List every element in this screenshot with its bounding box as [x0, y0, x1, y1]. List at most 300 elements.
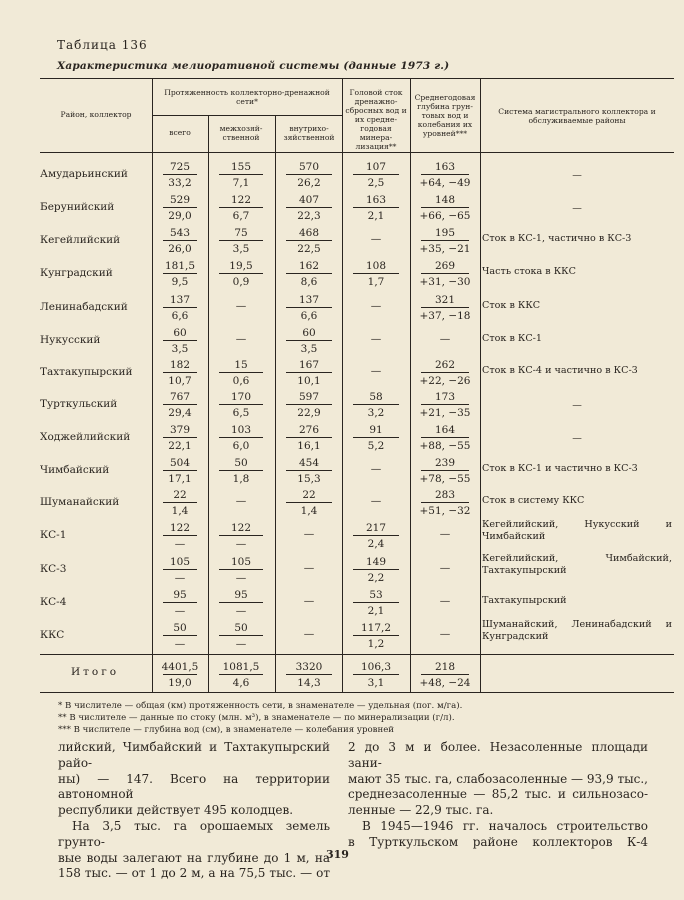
- denominator: —: [235, 638, 247, 650]
- fraction-bar: [219, 635, 263, 636]
- fraction-bar: [353, 674, 399, 675]
- fraction-cell: [154, 227, 206, 255]
- fraction-cell: [210, 424, 272, 452]
- system-cell: Сток в КС-1: [482, 333, 543, 344]
- dash-cell: —: [370, 333, 382, 345]
- numerator: 50: [173, 622, 187, 634]
- fraction-bar: [219, 240, 263, 241]
- col-divider: [480, 78, 481, 692]
- denominator: 29,4: [168, 407, 192, 419]
- denominator: +35, −21: [419, 243, 471, 255]
- numerator: 105: [230, 556, 252, 568]
- row-name: Ходжейлийский: [40, 431, 131, 443]
- dash-cell: —: [303, 562, 315, 574]
- numerator: 108: [365, 260, 387, 272]
- text-line: В 1945—1946 гг. началось строительство: [362, 818, 648, 833]
- dash-cell: —: [439, 333, 451, 345]
- denominator: 26,0: [168, 243, 192, 255]
- text-line: 158 тыс. — от 1 до 2 м, а на 75,5 тыс. — от: [58, 866, 330, 881]
- fraction-cell: [344, 622, 408, 650]
- denominator: —: [235, 572, 247, 584]
- system-cell: —: [572, 433, 582, 444]
- header-total: всего: [169, 128, 191, 137]
- fraction-cell: [210, 194, 272, 222]
- row-name: Ленинабадский: [40, 301, 128, 313]
- fraction-bar: [353, 635, 399, 636]
- denominator: 9,5: [171, 276, 189, 288]
- denominator: 0,9: [232, 276, 250, 288]
- denominator: —: [174, 538, 186, 550]
- fraction-cell: [154, 194, 206, 222]
- fraction-bar: [219, 207, 263, 208]
- footnote: *** В числителе — глубина вод (см), в знаменателе — колебания уровней: [58, 725, 395, 735]
- col-divider: [410, 78, 411, 692]
- col-divider: [275, 115, 276, 692]
- fraction-cell: [210, 391, 272, 419]
- table-bottom-rule: [40, 692, 674, 693]
- fraction-bar: [286, 470, 332, 471]
- fraction-cell: [344, 161, 408, 189]
- fraction-bar: [286, 404, 332, 405]
- text-line: среднезасоленные — 85,2 тыс. и сильнозасо-: [348, 787, 648, 802]
- fraction-bar: [421, 502, 469, 503]
- denominator: 1,7: [367, 276, 385, 288]
- denominator: 10,7: [168, 375, 192, 387]
- denominator: 6,7: [232, 210, 250, 222]
- system-cell: Сток в КС-1, частично в КС-3: [482, 233, 632, 244]
- numerator: 60: [302, 327, 316, 339]
- denominator: 6,6: [171, 310, 189, 322]
- denominator: 22,3: [297, 210, 321, 222]
- fraction-cell: [210, 661, 272, 689]
- denominator: 5,2: [367, 440, 385, 452]
- fraction-cell: [344, 260, 408, 288]
- fraction-cell: [412, 359, 478, 387]
- row-name: ККС: [40, 629, 65, 641]
- fraction-bar: [219, 174, 263, 175]
- fraction-cell: [277, 457, 341, 485]
- numerator: 269: [434, 260, 456, 272]
- fraction-bar: [286, 674, 332, 675]
- denominator: 3,1: [367, 677, 385, 689]
- row-name: Турткульский: [40, 398, 118, 410]
- numerator: 173: [434, 391, 456, 403]
- fraction-bar: [353, 207, 399, 208]
- fraction-bar: [219, 569, 263, 570]
- dash-cell: —: [370, 300, 382, 312]
- fraction-bar: [219, 470, 263, 471]
- denominator: 1,2: [367, 638, 385, 650]
- fraction-bar: [353, 569, 399, 570]
- numerator: 283: [434, 489, 456, 501]
- denominator: 6,5: [232, 407, 250, 419]
- fraction-cell: [154, 489, 206, 517]
- fraction-bar: [163, 273, 197, 274]
- fraction-bar: [219, 404, 263, 405]
- fraction-cell: [154, 260, 206, 288]
- denominator: —: [235, 605, 247, 617]
- dash-cell: —: [303, 595, 315, 607]
- fraction-cell: [154, 522, 206, 550]
- numerator: 50: [234, 457, 248, 469]
- fraction-bar: [163, 635, 197, 636]
- col-divider: [208, 115, 209, 692]
- fraction-bar: [286, 273, 332, 274]
- fraction-bar: [163, 174, 197, 175]
- numerator: 22: [173, 489, 187, 501]
- fraction-bar: [421, 674, 469, 675]
- denominator: 2,1: [367, 210, 385, 222]
- system-cell: Сток в ККС: [482, 300, 541, 311]
- denominator: +64, −49: [419, 177, 471, 189]
- numerator: 149: [365, 556, 387, 568]
- fraction-bar: [163, 502, 197, 503]
- dash-cell: —: [303, 528, 315, 540]
- fraction-cell: [210, 589, 272, 617]
- fraction-cell: [277, 391, 341, 419]
- system-cell: Сток в систему ККС: [482, 495, 585, 506]
- fraction-cell: [412, 489, 478, 517]
- denominator: 22,5: [297, 243, 321, 255]
- fraction-cell: [210, 622, 272, 650]
- total-row-name: Итого: [70, 666, 120, 678]
- numerator: 725: [169, 161, 191, 173]
- fraction-bar: [286, 307, 332, 308]
- row-name: Шуманайский: [40, 496, 120, 508]
- numerator: 1081,5: [222, 661, 260, 673]
- fraction-bar: [219, 674, 263, 675]
- fraction-cell: [277, 161, 341, 189]
- fraction-bar: [286, 340, 332, 341]
- denominator: 2,5: [367, 177, 385, 189]
- numerator: 75: [234, 227, 248, 239]
- numerator: 170: [230, 391, 252, 403]
- text-line: лийский, Чимбайский и Тахтакупырский райо-: [58, 740, 330, 770]
- text-line: ны) — 147. Всего на территории автономной: [58, 771, 330, 802]
- system-cell: —: [572, 203, 582, 214]
- numerator: 53: [369, 589, 383, 601]
- system-cell: Кегейлийский, Нукусский и Чимбайский: [482, 519, 672, 542]
- fraction-cell: [412, 260, 478, 288]
- header-depth: Среднегодовая глубина грун-товых вод и колебания их уровней***: [414, 93, 476, 138]
- denominator: 33,2: [168, 177, 192, 189]
- numerator: 570: [298, 161, 320, 173]
- denominator: 6,0: [232, 440, 250, 452]
- text-line: в Турткульском районе коллекторов К-4: [348, 834, 648, 849]
- denominator: 16,1: [297, 440, 321, 452]
- denominator: 2,4: [367, 538, 385, 550]
- fraction-cell: [154, 391, 206, 419]
- fraction-cell: [277, 661, 341, 689]
- denominator: 14,3: [297, 677, 321, 689]
- numerator: 182: [169, 359, 191, 371]
- fraction-cell: [412, 227, 478, 255]
- table-total-rule: [40, 654, 674, 655]
- header-interfarm: межхозяй-ственной: [219, 124, 263, 142]
- fraction-bar: [219, 273, 263, 274]
- row-name: Кегейлийский: [40, 234, 121, 246]
- row-name: Тахтакупырский: [40, 366, 133, 378]
- fraction-bar: [163, 404, 197, 405]
- fraction-bar: [421, 437, 469, 438]
- fraction-cell: [210, 227, 272, 255]
- numerator: 58: [369, 391, 383, 403]
- denominator: —: [174, 638, 186, 650]
- fraction-bar: [163, 307, 197, 308]
- denominator: 1,4: [300, 505, 318, 517]
- text-line: республики действует 495 колодцев.: [58, 803, 294, 818]
- fraction-cell: [412, 294, 478, 322]
- numerator: 454: [298, 457, 320, 469]
- dash-cell: —: [235, 300, 247, 312]
- numerator: 122: [230, 522, 252, 534]
- numerator: 195: [434, 227, 456, 239]
- denominator: +48, −24: [419, 677, 471, 689]
- fraction-cell: [154, 359, 206, 387]
- fraction-cell: [154, 457, 206, 485]
- dash-cell: —: [370, 495, 382, 507]
- fraction-bar: [219, 437, 263, 438]
- denominator: 10,1: [297, 375, 321, 387]
- numerator: 162: [298, 260, 320, 272]
- page-number: 319: [326, 848, 349, 861]
- row-name: КС-4: [40, 596, 67, 608]
- numerator: 19,5: [229, 260, 253, 272]
- fraction-cell: [210, 161, 272, 189]
- fraction-cell: [344, 194, 408, 222]
- numerator: 529: [169, 194, 191, 206]
- fraction-cell: [344, 556, 408, 584]
- fraction-cell: [154, 327, 206, 355]
- fraction-bar: [286, 502, 332, 503]
- fraction-bar: [286, 437, 332, 438]
- fraction-cell: [344, 391, 408, 419]
- fraction-bar: [421, 404, 469, 405]
- footnote: ** В числителе — данные по стоку (млн. м³), в знаменателе — по минерализации (г/л).: [58, 713, 455, 723]
- numerator: 105: [169, 556, 191, 568]
- fraction-bar: [163, 437, 197, 438]
- fraction-bar: [353, 602, 399, 603]
- fraction-cell: [412, 424, 478, 452]
- header-runoff: Головой сток дренажно-сбросных вод и их средне-годовая минера-лизация**: [345, 88, 407, 151]
- fraction-bar: [353, 437, 399, 438]
- fraction-cell: [277, 260, 341, 288]
- fraction-bar: [163, 602, 197, 603]
- numerator: 321: [434, 294, 456, 306]
- system-cell: Часть стока в ККС: [482, 266, 576, 277]
- numerator: 543: [169, 227, 191, 239]
- fraction-bar: [353, 174, 399, 175]
- denominator: +31, −30: [419, 276, 471, 288]
- fraction-cell: [277, 327, 341, 355]
- denominator: +51, −32: [419, 505, 471, 517]
- row-name: Амударьинский: [40, 168, 128, 180]
- numerator: 60: [173, 327, 187, 339]
- dash-cell: —: [439, 562, 451, 574]
- dash-cell: —: [303, 628, 315, 640]
- fraction-bar: [163, 207, 197, 208]
- numerator: 15: [234, 359, 248, 371]
- denominator: 29,0: [168, 210, 192, 222]
- denominator: 4,6: [232, 677, 250, 689]
- fraction-cell: [210, 556, 272, 584]
- numerator: 95: [173, 589, 187, 601]
- numerator: 218: [434, 661, 456, 673]
- denominator: 1,8: [232, 473, 250, 485]
- header-system: Система магистрального коллектора и обслуживаемые районы: [498, 107, 656, 125]
- numerator: 379: [169, 424, 191, 436]
- header-length-group: Протяженность коллекторно-дренажной сети*: [164, 88, 330, 106]
- fraction-bar: [421, 470, 469, 471]
- text-column-left: [58, 740, 330, 882]
- fraction-cell: [277, 194, 341, 222]
- fraction-bar: [421, 240, 469, 241]
- numerator: 4401,5: [161, 661, 199, 673]
- text-line: ленные — 22,9 тыс. га.: [348, 803, 494, 818]
- fraction-bar: [421, 273, 469, 274]
- fraction-cell: [154, 161, 206, 189]
- numerator: 148: [434, 194, 456, 206]
- fraction-bar: [421, 372, 469, 373]
- numerator: 107: [365, 161, 387, 173]
- numerator: 117,2: [360, 622, 392, 634]
- dash-cell: —: [235, 333, 247, 345]
- fraction-cell: [344, 424, 408, 452]
- denominator: +37, −18: [419, 310, 471, 322]
- denominator: 17,1: [168, 473, 192, 485]
- system-cell: Кегейлийский, Чимбайский, Тахтакупырский: [482, 553, 672, 576]
- system-cell: Сток в КС-4 и частично в КС-3: [482, 365, 638, 376]
- numerator: 103: [230, 424, 252, 436]
- numerator: 407: [298, 194, 320, 206]
- numerator: 239: [434, 457, 456, 469]
- text-line: На 3,5 тыс. га орошаемых земель грунто-: [58, 818, 330, 849]
- system-cell: Шуманайский, Ленинабадский и Кунградский: [482, 619, 672, 642]
- numerator: 164: [434, 424, 456, 436]
- dash-cell: —: [439, 628, 451, 640]
- denominator: —: [174, 605, 186, 617]
- fraction-bar: [163, 372, 197, 373]
- text-line: вые воды залегают на глубине до 1 м, на: [58, 850, 330, 865]
- numerator: 122: [230, 194, 252, 206]
- denominator: 26,2: [297, 177, 321, 189]
- fraction-cell: [412, 194, 478, 222]
- row-name: Нукусский: [40, 334, 101, 346]
- fraction-bar: [163, 569, 197, 570]
- denominator: +88, −55: [419, 440, 471, 452]
- denominator: +21, −35: [419, 407, 471, 419]
- denominator: 0,6: [232, 375, 250, 387]
- text-column-right: [348, 740, 648, 851]
- fraction-cell: [412, 457, 478, 485]
- fraction-bar: [286, 240, 332, 241]
- denominator: 3,5: [232, 243, 250, 255]
- fraction-bar: [163, 240, 197, 241]
- denominator: 2,1: [367, 605, 385, 617]
- fraction-cell: [154, 622, 206, 650]
- denominator: 22,9: [297, 407, 321, 419]
- fraction-cell: [344, 589, 408, 617]
- fraction-cell: [412, 391, 478, 419]
- fraction-cell: [210, 522, 272, 550]
- numerator: 122: [169, 522, 191, 534]
- dash-cell: —: [370, 365, 382, 377]
- fraction-bar: [163, 535, 197, 536]
- header-onfarm: внутрихо-зяйственной: [283, 124, 335, 142]
- dash-cell: —: [370, 233, 382, 245]
- fraction-cell: [154, 424, 206, 452]
- denominator: 3,5: [171, 343, 189, 355]
- numerator: 217: [365, 522, 387, 534]
- system-cell: Сток в КС-1 и частично в КС-3: [482, 463, 638, 474]
- fraction-cell: [344, 661, 408, 689]
- table-number: Таблица 136: [57, 38, 148, 52]
- fraction-cell: [277, 424, 341, 452]
- denominator: 2,2: [367, 572, 385, 584]
- fraction-bar: [421, 174, 469, 175]
- text-line: мают 35 тыс. га, слабозасоленные — 93,9 тыс.,: [348, 771, 648, 786]
- numerator: 504: [169, 457, 191, 469]
- denominator: 22,1: [168, 440, 192, 452]
- footnote: * В числителе — общая (км) протяженность сети, в знаменателе — удельная (пог. м/га).: [58, 701, 463, 711]
- fraction-cell: [210, 457, 272, 485]
- fraction-cell: [277, 359, 341, 387]
- fraction-bar: [219, 372, 263, 373]
- length-subheader-rule: [152, 115, 342, 116]
- fraction-bar: [353, 535, 399, 536]
- fraction-bar: [353, 273, 399, 274]
- numerator: 106,3: [360, 661, 392, 673]
- numerator: 597: [298, 391, 320, 403]
- denominator: +22, −26: [419, 375, 471, 387]
- denominator: —: [174, 572, 186, 584]
- fraction-bar: [163, 674, 197, 675]
- row-name: КС-3: [40, 563, 67, 575]
- fraction-cell: [154, 556, 206, 584]
- row-name: Берунийский: [40, 201, 115, 213]
- fraction-cell: [277, 294, 341, 322]
- numerator: 468: [298, 227, 320, 239]
- numerator: 22: [302, 489, 316, 501]
- numerator: 163: [434, 161, 456, 173]
- table-header-rule: [40, 152, 674, 153]
- fraction-cell: [210, 260, 272, 288]
- dash-cell: —: [439, 595, 451, 607]
- numerator: 50: [234, 622, 248, 634]
- fraction-cell: [154, 589, 206, 617]
- numerator: 91: [369, 424, 383, 436]
- denominator: +78, −55: [419, 473, 471, 485]
- fraction-bar: [163, 340, 197, 341]
- dash-cell: —: [370, 463, 382, 475]
- denominator: 6,6: [300, 310, 318, 322]
- denominator: +66, −65: [419, 210, 471, 222]
- fraction-bar: [286, 174, 332, 175]
- fraction-bar: [353, 404, 399, 405]
- dash-cell: —: [235, 495, 247, 507]
- denominator: 19,0: [168, 677, 192, 689]
- system-cell: —: [572, 170, 582, 181]
- numerator: 137: [169, 294, 191, 306]
- row-name: КС-1: [40, 529, 67, 541]
- numerator: 137: [298, 294, 320, 306]
- denominator: 7,1: [232, 177, 250, 189]
- fraction-cell: [344, 522, 408, 550]
- dash-cell: —: [439, 528, 451, 540]
- numerator: 3320: [295, 661, 323, 673]
- numerator: 767: [169, 391, 191, 403]
- fraction-bar: [421, 207, 469, 208]
